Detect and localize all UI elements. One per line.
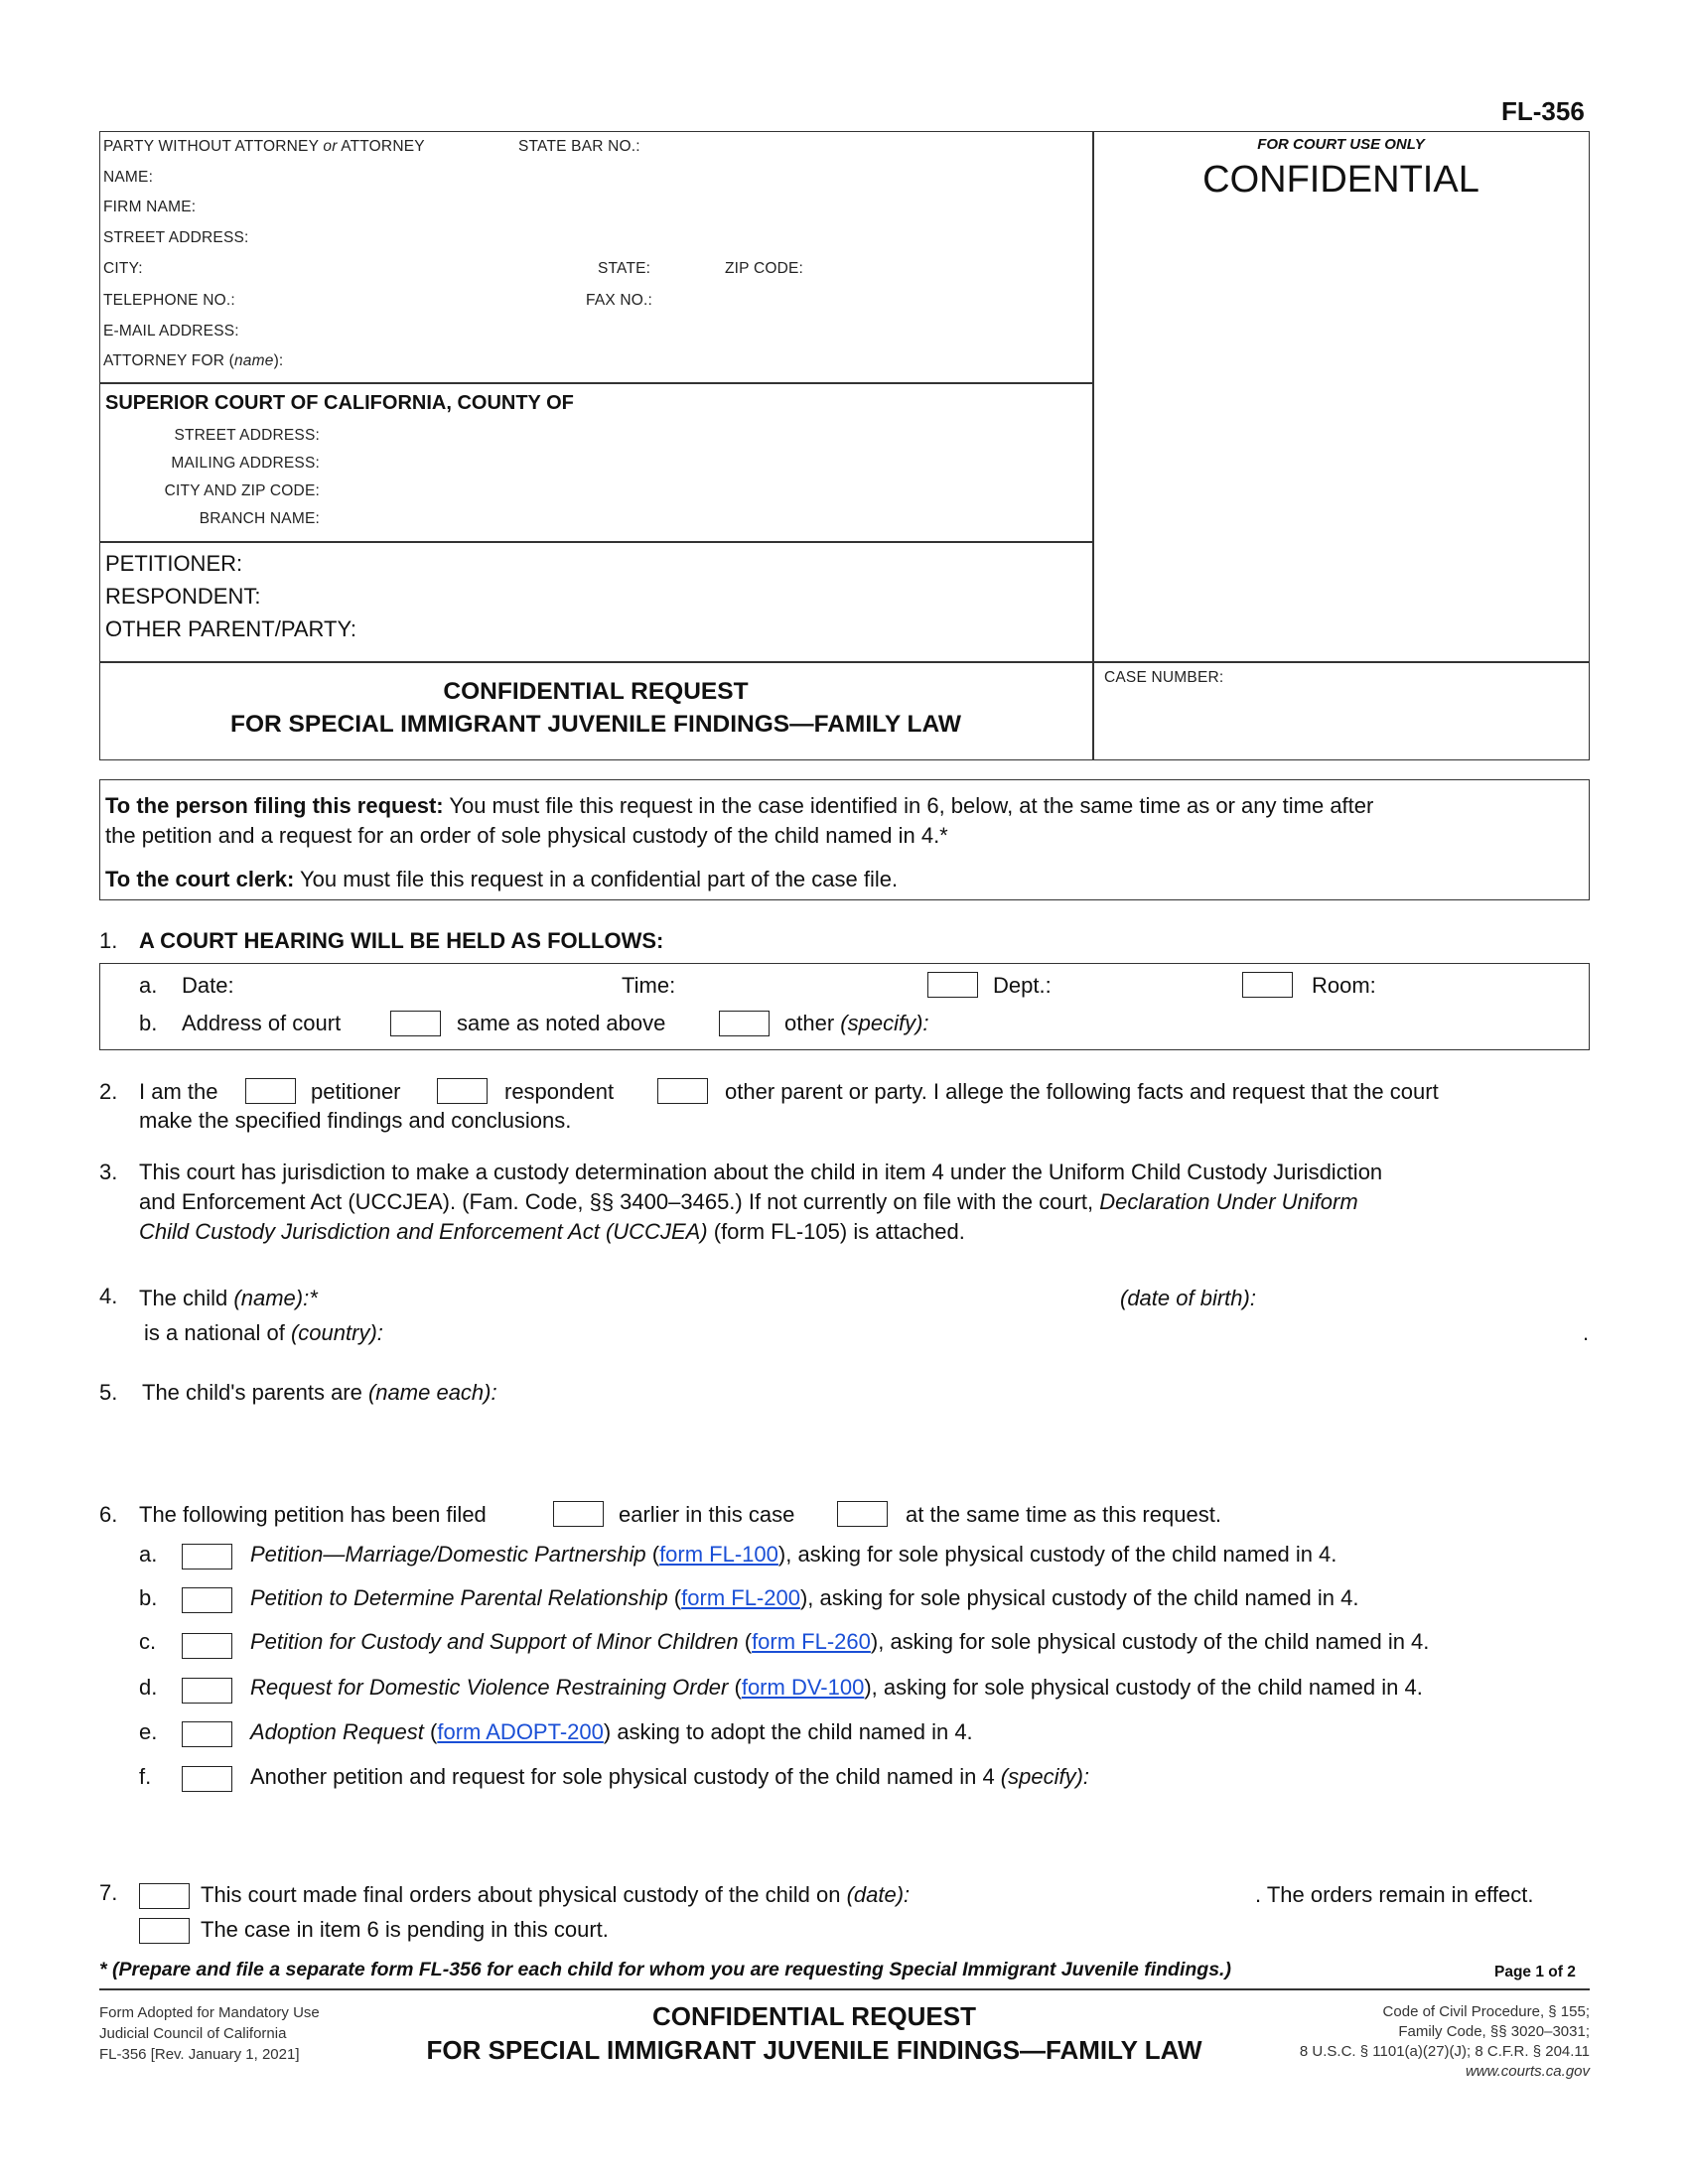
petitioner-field[interactable]: PETITIONER: bbox=[105, 551, 243, 576]
city-field[interactable]: CITY: bbox=[103, 260, 143, 277]
item6-earlier-label: earlier in this case bbox=[619, 1502, 795, 1527]
hearing-dept-field[interactable]: Dept.: bbox=[993, 973, 1052, 998]
email-field[interactable]: E-MAIL ADDRESS: bbox=[103, 323, 239, 340]
street-address-field[interactable]: STREET ADDRESS: bbox=[103, 229, 249, 246]
item2-number: 2. bbox=[99, 1079, 118, 1104]
petition-f-specify-field[interactable]: Another petition and request for sole physical custody of the child named in 4 (specify): bbox=[250, 1764, 1090, 1789]
petition-b-letter: b. bbox=[139, 1585, 158, 1610]
court-address-label: Address of court bbox=[182, 1011, 342, 1035]
petition-e-letter: e. bbox=[139, 1719, 158, 1744]
court-mailing-field[interactable]: MAILING ADDRESS: bbox=[171, 455, 320, 472]
footer-title: CONFIDENTIAL REQUEST FOR SPECIAL IMMIGRANT JUVENILE FINDINGS—FAMILY LAW bbox=[426, 2001, 1202, 2065]
hearing-date-field[interactable]: Date: bbox=[182, 973, 234, 998]
petition-c-checkbox[interactable] bbox=[182, 1633, 232, 1659]
state-bar-label: STATE BAR NO.: bbox=[518, 138, 640, 155]
filed-same-time-checkbox[interactable] bbox=[837, 1501, 888, 1527]
item1-title: A COURT HEARING WILL BE HELD AS FOLLOWS: bbox=[139, 928, 664, 953]
petition-f-checkbox[interactable] bbox=[182, 1766, 232, 1792]
respondent-checkbox[interactable] bbox=[437, 1078, 488, 1104]
petition-e-checkbox[interactable] bbox=[182, 1721, 232, 1747]
name-field[interactable]: NAME: bbox=[103, 169, 154, 186]
item6-same-time-label: at the same time as this request. bbox=[906, 1502, 1221, 1527]
dept-checkbox[interactable] bbox=[927, 972, 978, 998]
item2-petitioner-label: petitioner bbox=[311, 1079, 401, 1104]
petition-f-letter: f. bbox=[139, 1764, 152, 1789]
petition-e-text: Adoption Request (form ADOPT-200) asking to adopt the child named in 4. bbox=[250, 1719, 973, 1744]
court-use-label: FOR COURT USE ONLY bbox=[1257, 136, 1425, 153]
state-field[interactable]: STATE: bbox=[598, 260, 651, 277]
item7-line2: The case in item 6 is pending in this court. bbox=[201, 1917, 609, 1942]
item2-line2: make the specified findings and conclusions. bbox=[139, 1108, 572, 1133]
item5-number: 5. bbox=[99, 1380, 118, 1405]
child-country-field[interactable]: is a national of (country): bbox=[144, 1320, 383, 1345]
child-name-field[interactable]: The child (name):* bbox=[139, 1286, 318, 1310]
petition-d-letter: d. bbox=[139, 1675, 158, 1700]
item3-line3: Child Custody Jurisdiction and Enforcement Act (UCCJEA) (form FL-105) is attached. bbox=[139, 1219, 965, 1244]
same-address-checkbox[interactable] bbox=[390, 1011, 441, 1036]
party-header: PARTY WITHOUT ATTORNEY or ATTORNEY bbox=[103, 138, 425, 155]
form-dv-100-link[interactable]: form DV-100 bbox=[741, 1675, 865, 1700]
zip-field[interactable]: ZIP CODE: bbox=[725, 260, 804, 277]
form-number: FL-356 bbox=[1501, 96, 1585, 126]
petition-a-checkbox[interactable] bbox=[182, 1544, 232, 1570]
item1a-letter: a. bbox=[139, 973, 158, 998]
confidential-label: CONFIDENTIAL bbox=[1202, 159, 1479, 201]
case-number-field[interactable]: CASE NUMBER: bbox=[1104, 669, 1224, 686]
parents-names-field[interactable]: The child's parents are (name each): bbox=[142, 1380, 497, 1405]
footnote: * (Prepare and file a separate form FL-356 for each child for whom you are requesting Special Immigrant Juvenile findings.) bbox=[99, 1959, 1231, 1980]
notice-filer: To the person filing this request: You must file this request in the case identified in 6, below, at the same time as or any time after bbox=[105, 793, 1374, 818]
firm-name-field[interactable]: FIRM NAME: bbox=[103, 199, 197, 215]
court-branch-field[interactable]: BRANCH NAME: bbox=[199, 510, 320, 527]
hearing-time-field[interactable]: Time: bbox=[622, 973, 676, 998]
courts-website-link[interactable]: www.courts.ca.gov bbox=[1465, 2063, 1590, 2080]
respondent-field[interactable]: RESPONDENT: bbox=[105, 584, 261, 609]
petition-b-checkbox[interactable] bbox=[182, 1587, 232, 1613]
item1-number: 1. bbox=[99, 928, 118, 953]
petitioner-checkbox[interactable] bbox=[245, 1078, 296, 1104]
item6-intro: The following petition has been filed bbox=[139, 1502, 487, 1527]
item4-number: 4. bbox=[99, 1284, 118, 1308]
page-number: Page 1 of 2 bbox=[1494, 1964, 1576, 1980]
item2-respondent-label: respondent bbox=[504, 1079, 615, 1104]
item2-iam: I am the bbox=[139, 1079, 218, 1104]
form-title-line2: FOR SPECIAL IMMIGRANT JUVENILE FINDINGS—FAMILY LAW bbox=[230, 711, 961, 738]
case-pending-checkbox[interactable] bbox=[139, 1918, 190, 1944]
fax-field[interactable]: FAX NO.: bbox=[586, 292, 653, 309]
petition-a-text: Petition—Marriage/Domestic Partnership (form FL-100), asking for sole physical custody of the child named in 4. bbox=[250, 1542, 1337, 1567]
form-title-line1: CONFIDENTIAL REQUEST bbox=[443, 678, 749, 705]
form-fl-100-link[interactable]: form FL-100 bbox=[659, 1542, 778, 1567]
room-checkbox[interactable] bbox=[1242, 972, 1293, 998]
item3-line2: and Enforcement Act (UCCJEA). (Fam. Code, §§ 3400–3465.) If not currently on file with the court, Declaration Under Uniform bbox=[139, 1189, 1358, 1214]
item7-remain: . The orders remain in effect. bbox=[1255, 1882, 1534, 1907]
footer-left: Form Adopted for Mandatory Use Judicial Council of California FL-356 [Rev. January 1, 2021] bbox=[99, 2004, 320, 2063]
other-party-checkbox[interactable] bbox=[657, 1078, 708, 1104]
item6-number: 6. bbox=[99, 1502, 118, 1527]
final-orders-date-field[interactable]: This court made final orders about physical custody of the child on (date): bbox=[201, 1882, 911, 1907]
item2-other-label: other parent or party. I allege the following facts and request that the court bbox=[725, 1079, 1439, 1104]
filed-earlier-checkbox[interactable] bbox=[553, 1501, 604, 1527]
form-adopt-200-link[interactable]: form ADOPT-200 bbox=[437, 1719, 604, 1744]
final-orders-checkbox[interactable] bbox=[139, 1883, 190, 1909]
item3-number: 3. bbox=[99, 1160, 118, 1184]
court-title: SUPERIOR COURT OF CALIFORNIA, COUNTY OF bbox=[105, 392, 574, 414]
item1b-letter: b. bbox=[139, 1011, 158, 1035]
notice-filer-2: the petition and a request for an order of sole physical custody of the child named in 4.* bbox=[105, 823, 948, 848]
footer-right: Code of Civil Procedure, § 155; Family Code, §§ 3020–3031; 8 U.S.C. § 1101(a)(27)(J); 8 C.F.R. § 204.11 www.courts.ca.gov bbox=[1231, 2002, 1590, 2082]
other-parent-field[interactable]: OTHER PARENT/PARTY: bbox=[105, 616, 357, 641]
other-address-field[interactable]: other (specify): bbox=[784, 1011, 929, 1035]
form-fl-260-link[interactable]: form FL-260 bbox=[752, 1629, 871, 1654]
child-dob-field[interactable]: (date of birth): bbox=[1120, 1286, 1256, 1310]
court-street-field[interactable]: STREET ADDRESS: bbox=[174, 427, 320, 444]
form-fl-200-link[interactable]: form FL-200 bbox=[681, 1585, 800, 1610]
petition-c-text: Petition for Custody and Support of Minor Children (form FL-260), asking for sole physical custody of the child named in 4. bbox=[250, 1629, 1430, 1654]
same-address-label: same as noted above bbox=[457, 1011, 666, 1035]
petition-a-letter: a. bbox=[139, 1542, 158, 1567]
telephone-field[interactable]: TELEPHONE NO.: bbox=[103, 292, 235, 309]
attorney-for-field[interactable]: ATTORNEY FOR (name): bbox=[103, 352, 284, 369]
court-city-zip-field[interactable]: CITY AND ZIP CODE: bbox=[164, 482, 320, 499]
item7-number: 7. bbox=[99, 1880, 118, 1905]
caption-box bbox=[99, 131, 1590, 760]
other-address-checkbox[interactable] bbox=[719, 1011, 770, 1036]
petition-b-text: Petition to Determine Parental Relationship (form FL-200), asking for sole physical custody of the child named in 4. bbox=[250, 1585, 1359, 1610]
item4-period: . bbox=[1583, 1320, 1590, 1345]
notice-clerk: To the court clerk: You must file this request in a confidential part of the case file. bbox=[105, 867, 899, 891]
item3-line1: This court has jurisdiction to make a custody determination about the child in item 4 under the Uniform Child Custody Jurisdiction bbox=[139, 1160, 1383, 1184]
petition-d-text: Request for Domestic Violence Restraining Order (form DV-100), asking for sole physical custody of the child named in 4. bbox=[250, 1675, 1423, 1700]
hearing-room-field[interactable]: Room: bbox=[1312, 973, 1376, 998]
petition-c-letter: c. bbox=[139, 1629, 157, 1654]
petition-d-checkbox[interactable] bbox=[182, 1678, 232, 1704]
